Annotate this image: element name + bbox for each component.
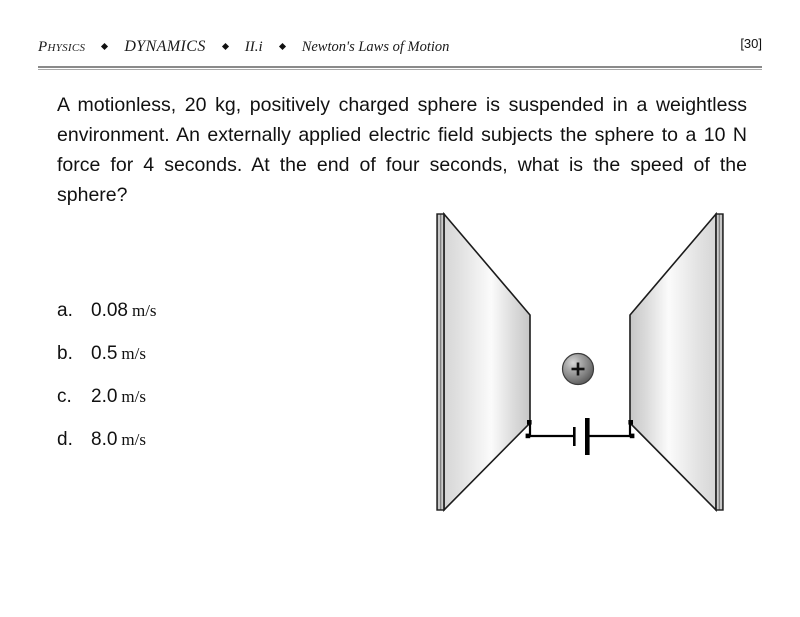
- header-rule-secondary: [38, 69, 762, 70]
- option-value: 0.08: [91, 300, 128, 321]
- charged-sphere: [563, 354, 594, 385]
- option-value: 8.0: [91, 429, 118, 450]
- option-unit: m/s: [121, 344, 146, 363]
- header-rule-primary: [38, 66, 762, 68]
- capacitor-diagram: [420, 198, 740, 528]
- answer-option-c[interactable]: [57, 386, 317, 429]
- option-unit: m/s: [121, 387, 146, 406]
- plus-icon-vertical: [577, 363, 580, 376]
- page-header: [38, 38, 762, 70]
- junction-dot-right-top: [628, 420, 633, 425]
- option-letter: c.: [57, 386, 72, 407]
- breadcrumb: [38, 38, 449, 56]
- breadcrumb-item-subject: Physics: [38, 39, 86, 55]
- option-letter: b.: [57, 343, 73, 364]
- question-text: A motionless, 20 kg, positively charged sphere is suspended in a weightless environment. An externally applied electric field subjects the sphere to a 10 N force for 4 seconds. At the end of four seconds, what is the speed of the sphere?: [57, 94, 747, 206]
- plate-right-face: [630, 214, 716, 510]
- answer-option-d[interactable]: [57, 429, 317, 472]
- option-value: 0.5: [91, 343, 118, 364]
- breadcrumb-item-topic: Newton's Laws of Motion: [301, 39, 450, 55]
- capacitor-plate-left: [437, 214, 530, 510]
- diamond-bullet-icon: [101, 43, 108, 50]
- battery-negative-plate: [573, 427, 576, 446]
- diamond-bullet-icon: [222, 43, 229, 50]
- option-letter: d.: [57, 429, 73, 450]
- page-number: [30]: [740, 36, 762, 51]
- plate-right-edge-bar: [716, 214, 723, 510]
- junction-dot-left-top: [527, 420, 532, 425]
- option-letter: a.: [57, 300, 73, 321]
- breadcrumb-item-section: II.i: [244, 39, 263, 55]
- diamond-bullet-icon: [279, 43, 286, 50]
- battery-positive-plate: [585, 418, 590, 455]
- option-value: 2.0: [91, 386, 118, 407]
- junction-dot-left: [526, 434, 531, 439]
- battery-circuit: [526, 418, 635, 455]
- junction-dot-right: [630, 434, 635, 439]
- capacitor-plate-right: [630, 214, 723, 510]
- answer-options-list: [57, 300, 317, 472]
- answer-option-b[interactable]: [57, 343, 317, 386]
- plate-left-edge-bar: [437, 214, 444, 510]
- option-unit: m/s: [121, 430, 146, 449]
- option-unit: m/s: [131, 301, 157, 320]
- plate-left-face: [444, 214, 530, 510]
- answer-option-a[interactable]: [57, 300, 317, 343]
- breadcrumb-item-unit: DYNAMICS: [124, 38, 206, 55]
